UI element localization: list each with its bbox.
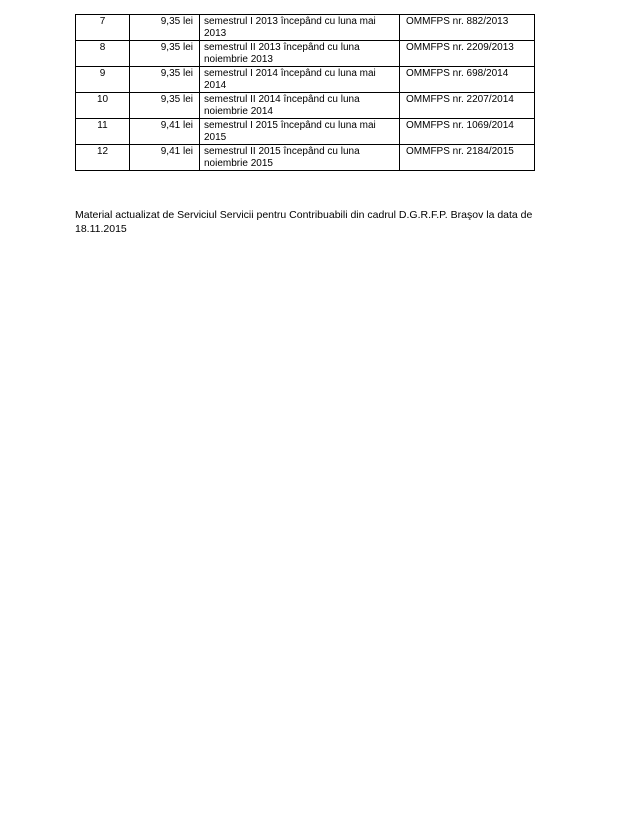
legal-act-cell: OMMFPS nr. 2209/2013 bbox=[400, 41, 535, 67]
row-number-cell: 8 bbox=[76, 41, 130, 67]
legal-act-cell: OMMFPS nr. 698/2014 bbox=[400, 67, 535, 93]
table-row bbox=[76, 67, 535, 93]
legal-act-cell: OMMFPS nr. 882/2013 bbox=[400, 15, 535, 41]
row-number-cell: 10 bbox=[76, 93, 130, 119]
legal-act-cell: OMMFPS nr. 2184/2015 bbox=[400, 145, 535, 171]
row-number-cell: 11 bbox=[76, 119, 130, 145]
table-row bbox=[76, 119, 535, 145]
period-cell: semestrul II 2013 începând cu luna noiembrie 2013 bbox=[200, 41, 400, 67]
row-number-cell: 9 bbox=[76, 67, 130, 93]
period-cell: semestrul I 2013 începând cu luna mai 2013 bbox=[200, 15, 400, 41]
value-cell: 9,41 lei bbox=[130, 119, 200, 145]
value-cell: 9,41 lei bbox=[130, 145, 200, 171]
legal-act-cell: OMMFPS nr. 1069/2014 bbox=[400, 119, 535, 145]
period-cell: semestrul II 2014 începând cu luna noiembrie 2014 bbox=[200, 93, 400, 119]
period-cell: semestrul II 2015 începând cu luna noiembrie 2015 bbox=[200, 145, 400, 171]
value-cell: 9,35 lei bbox=[130, 67, 200, 93]
period-cell: semestrul I 2014 începând cu luna mai 2014 bbox=[200, 67, 400, 93]
table-row bbox=[76, 145, 535, 171]
row-number-cell: 7 bbox=[76, 15, 130, 41]
legal-act-cell: OMMFPS nr. 2207/2014 bbox=[400, 93, 535, 119]
value-cell: 9,35 lei bbox=[130, 41, 200, 67]
footer-note: Material actualizat de Serviciul Servicii pentru Contribuabili din cadrul D.G.R.F.P. Braşov la data de 18.11.2015 bbox=[75, 209, 533, 235]
table-row bbox=[76, 41, 535, 67]
period-cell: semestrul I 2015 începând cu luna mai 2015 bbox=[200, 119, 400, 145]
row-number-cell: 12 bbox=[76, 145, 130, 171]
value-cell: 9,35 lei bbox=[130, 15, 200, 41]
value-cell: 9,35 lei bbox=[130, 93, 200, 119]
table-row bbox=[76, 15, 535, 41]
table-row bbox=[76, 93, 535, 119]
values-table bbox=[75, 14, 535, 171]
